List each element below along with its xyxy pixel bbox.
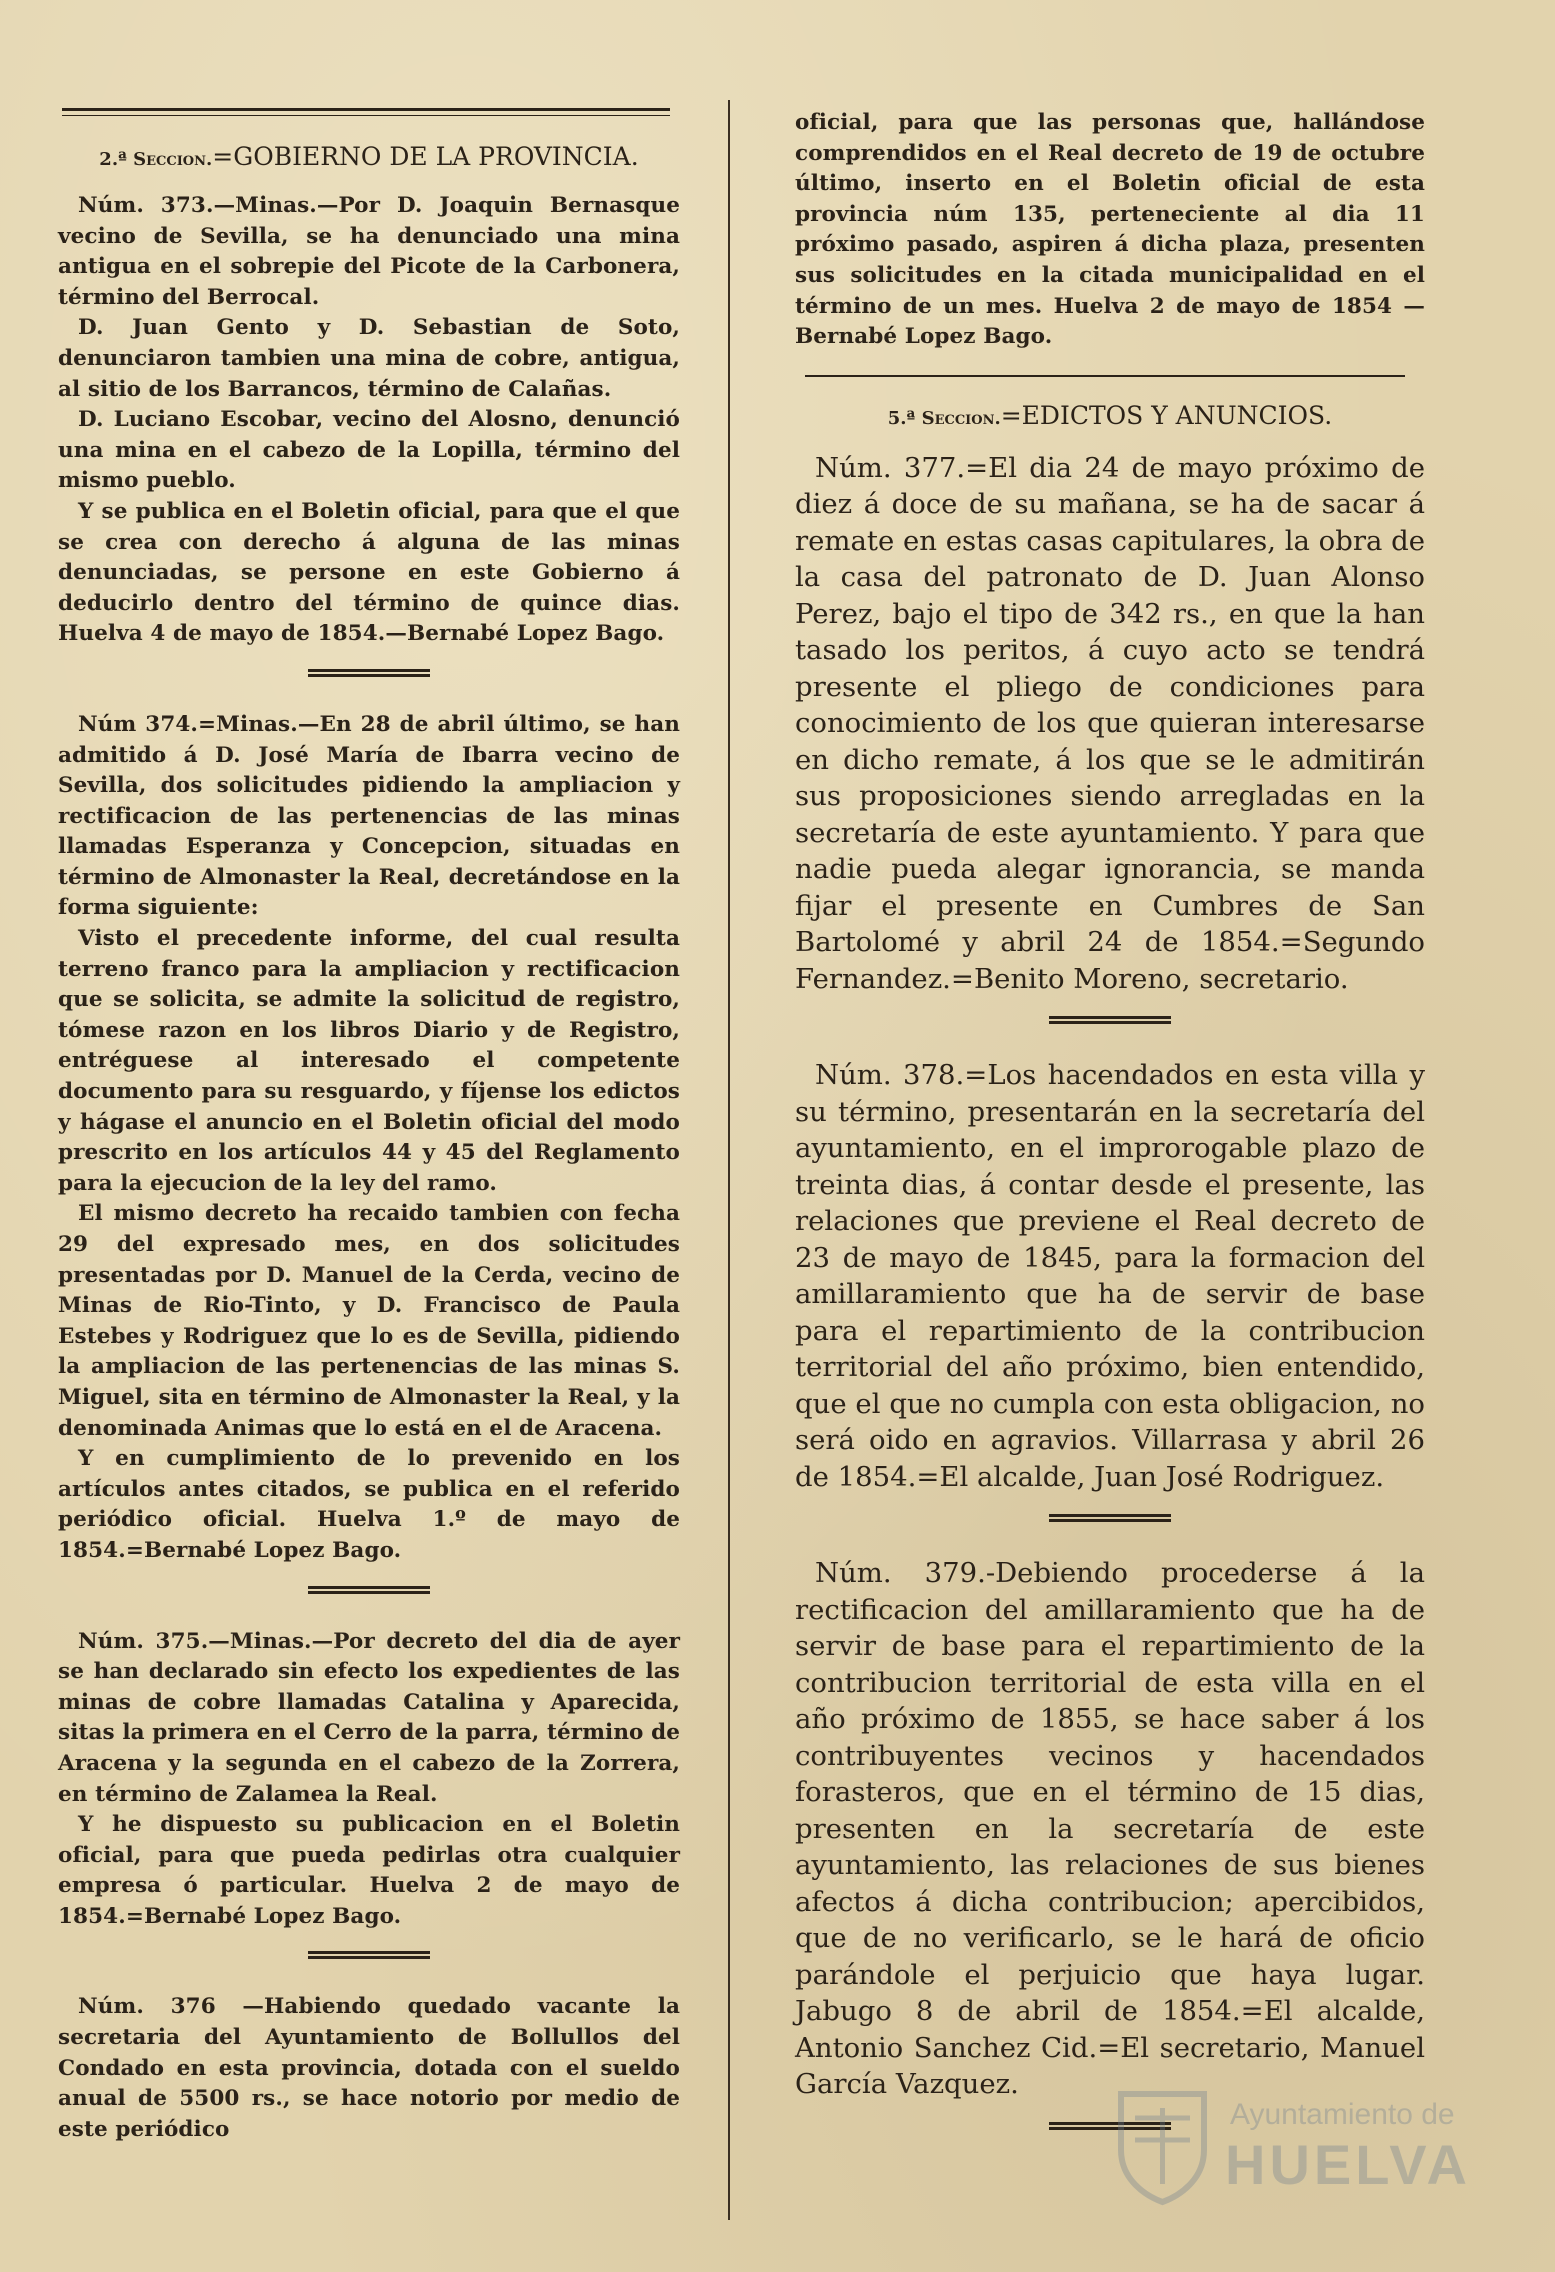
paragraph: Núm. 373.—Minas.—Por D. Joaquin Bernasque vecino de Sevilla, se ha denunciado una mina antigua en el sobrepie del Picote de la Carbonera, término del Berrocal. xyxy=(58,193,680,310)
section-5-label: 5.ª Seccion. xyxy=(887,407,1001,429)
right-column xyxy=(795,108,1425,2163)
separator xyxy=(1049,1513,1171,1523)
paragraph: Núm 374.=Minas.—En 28 de abril último, se han admitido á D. José María de Ibarra vecino de Sevilla, dos solicitudes pidiendo la ampliacion y rectificacion de las pertenencias de las minas llamadas Esperanza y Concepcion, situadas en término de Almonaster la Real, decretándose en la forma siguiente: xyxy=(58,711,680,921)
separator xyxy=(308,668,430,678)
top-rule-left-thin xyxy=(62,115,670,116)
paragraph: Visto el precedente informe, del cual resulta terreno franco para la ampliacion y rectificacion que se solicita, se admite la solicitud de registro, tómese razon en los libros Diario y de Registro, entréguese al interesado el competente documento para su resguardo, y fíjense los edictos y hágase el anuncio en el Boletin oficial del modo prescrito en los artículos 44 y 45 del Reglamento para la ejecucion de la ley del ramo. xyxy=(58,926,680,1196)
paragraph: El mismo decreto ha recaido tambien con fecha 29 del expresado mes, en dos solicitudes presentadas por D. Manuel de la Cerda, vecino de Minas de Rio-Tinto, y D. Francisco de Paula Estebes y Rodriguez que lo es de Sevilla, pidiendo la ampliacion de las pertenencias de las minas S. Miguel, sita en término de Almonaster la Real, y la denominada Animas que lo está en el de Aracena. xyxy=(58,1201,680,1441)
notice-374 xyxy=(58,710,680,1567)
notice-376-continuation: oficial, para que las personas que, hallándose comprendidos en el Real decreto de 19 de octubre último, inserto en el Boletin oficial de esta provincia núm 135, perteneciente al dia 11 próximo pasado, aspiren á dicha plaza, presenten sus solicitudes en la citada municipalidad en el término de un mes. Huelva 2 de mayo de 1854 —Bernabé Lopez Bago. xyxy=(795,110,1425,350)
section-2-title: =GOBIERNO DE LA PROVINCIA. xyxy=(212,142,639,171)
section-5-title: =EDICTOS Y ANUNCIOS. xyxy=(1000,400,1333,430)
notice-377: Núm. 377.=El dia 24 de mayo próximo de diez á doce de su mañana, se ha de sacar á remate en estas casas capitulares, la obra de la casa del patronato de D. Juan Alonso Perez, bajo el tipo de 342 rs., en que la han tasado los peritos, á cuyo acto se tendrá presente el pliego de condiciones para conocimiento de los que quieran interesarse en dicho remate, á los que se le admitirán sus proposiciones siendo arregladas en la secretaría de este ayuntamiento. Y para que nadie pueda alegar ignorancia, se manda fijar el presente en Cumbres de San Bartolomé y abril 24 de 1854.=Segundo Fernandez.=Benito Moreno, secretario. xyxy=(795,451,1425,995)
paragraph: D. Juan Gento y D. Sebastian de Soto, denunciaron tambien una mina de cobre, antigua, al sitio de los Barrancos, término de Calañas. xyxy=(58,315,680,402)
separator xyxy=(1049,1015,1171,1025)
notice-376 xyxy=(58,1992,680,2145)
watermark-line-2: HUELVA xyxy=(1225,2133,1471,2196)
left-column xyxy=(58,128,680,2145)
watermark-line-1: Ayuntamiento de xyxy=(1230,2098,1455,2131)
watermark xyxy=(1115,2070,1475,2230)
section-2-label: 2.ª Seccion. xyxy=(99,149,213,170)
separator xyxy=(308,1585,430,1595)
section-5-heading xyxy=(795,401,1425,430)
notice-378: Núm. 378.=Los hacendados en esta villa y su término, presentarán en la secretaría del ayuntamiento, en el improrogable plazo de treinta dias, á contar desde el presente, las relaciones que previene el Real decreto de 23 de mayo de 1845, para la formacion del amillaramiento que ha de servir de base para el repartimiento de la contribucion territorial del año próximo, bien entendido, que el que no cumpla con esta obligacion, no será oido en agravios. Villarrasa y abril 26 de 1854.=El alcalde, Juan José Rodriguez. xyxy=(795,1059,1425,1493)
paragraph: Y he dispuesto su publicacion en el Boletin oficial, para que pueda pedirlas otra cualquier empresa ó particular. Huelva 2 de mayo de 1854.=Bernabé Lopez Bago. xyxy=(58,1812,680,1929)
notice-379: Núm. 379.-Debiendo procederse á la rectificacion del amillaramiento que ha de servir de base para el repartimiento de la contribucion territorial de esta villa en el año próximo de 1855, se hace saber á los contribuyentes vecinos y hacendados forasteros, que en el término de 15 dias, presenten en la secretaría de este ayuntamiento, las relaciones de sus bienes afectos á dicha contribucion; apercibidos, que de no verificarlo, se le hará de oficio parándole el perjuicio que haya lugar. Jabugo 8 de abril de 1854.=El alcalde, Antonio Sanchez Cid.=El secretario, Manuel García Vazquez. xyxy=(795,1557,1425,2101)
column-divider xyxy=(728,100,730,2220)
paragraph: Núm. 376 —Habiendo quedado vacante la secretaria del Ayuntamiento de Bollullos del Condado en esta provincia, dotada con el sueldo anual de 5500 rs., se hace notorio por medio de este periódico xyxy=(58,1994,680,2142)
paragraph: D. Luciano Escobar, vecino del Alosno, denunció una mina en el cabezo de la Lopilla, término del mismo pueblo. xyxy=(58,407,680,494)
separator xyxy=(308,1950,430,1960)
top-rule-left xyxy=(62,108,670,111)
section-rule xyxy=(805,375,1405,377)
paragraph: Y se publica en el Boletin oficial, para que el que se crea con derecho á alguna de las minas denunciadas, se persone en este Gobierno á deducirlo dentro del término de quince dias. Huelva 4 de mayo de 1854.—Bernabé Lopez Bago. xyxy=(58,498,680,647)
section-2-heading xyxy=(58,142,680,171)
shield-icon xyxy=(1115,2088,1210,2206)
paragraph: Y en cumplimiento de lo prevenido en los artículos antes citados, se publica en el referido periódico oficial. Huelva 1.º de mayo de 1854.=Bernabé Lopez Bago. xyxy=(58,1446,680,1563)
paragraph: Núm. 375.—Minas.—Por decreto del dia de ayer se han declarado sin efecto los expedientes de las minas de cobre llamadas Catalina y Aparecida, sitas la primera en el Cerro de la parra, término de Aracena y la segunda en el cabezo de la Zorrera, en término de Zalamea la Real. xyxy=(58,1628,680,1807)
notice-375 xyxy=(58,1627,680,1933)
notice-373 xyxy=(58,191,680,650)
